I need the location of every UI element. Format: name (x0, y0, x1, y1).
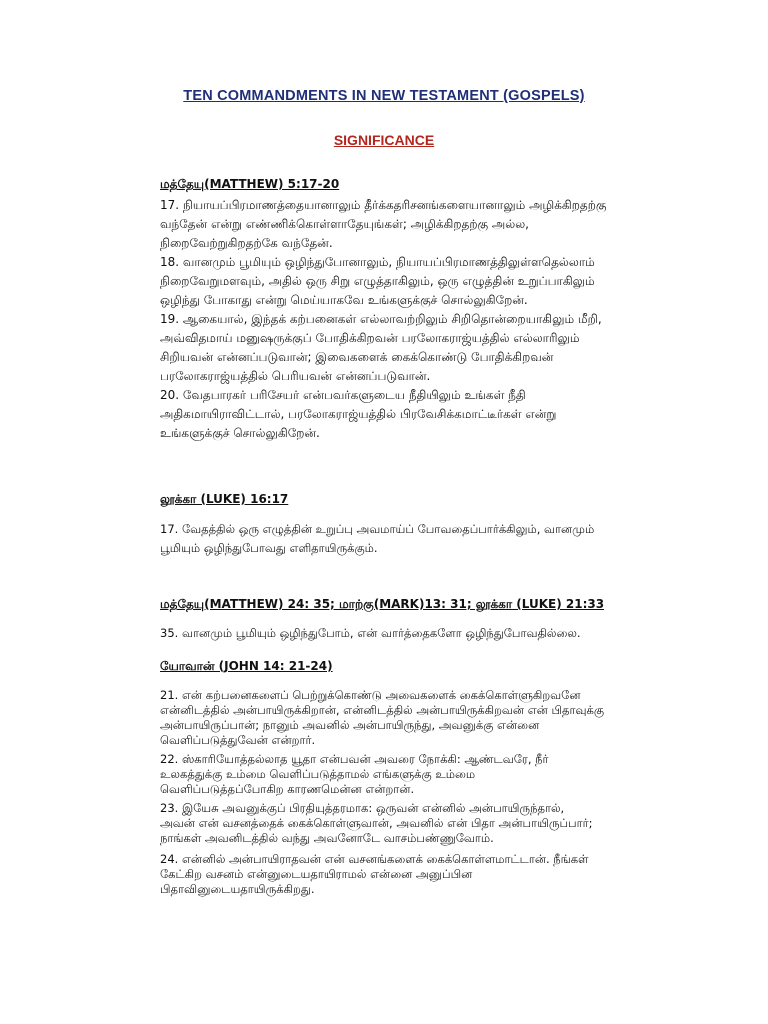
text-line: பிதாவினுடையதாயிருக்கிறது. (160, 882, 315, 896)
text-line: 17. வேதத்தில் ஒரு எழுத்தின் உறுப்பு அவமாய்ப் போவதைப்பார்க்கிலும், வானமும் (160, 522, 595, 536)
verse-john-14-21 (160, 688, 660, 748)
document-subtitle: SIGNIFICANCE (333, 132, 435, 148)
section-body-matthew-24 (160, 624, 660, 643)
section-heading-matthew-5: மத்தேயு(MATTHEW) 5:17-20 (160, 177, 340, 191)
text-line: 35. வானமும் பூமியும் ஒழிந்துபோம், என் வார்த்தைகளோ ஒழிந்துபோவதில்லை. (160, 626, 581, 640)
section-body-matthew-5 (160, 196, 660, 443)
text-line: வந்தேன் என்று எண்ணிக்கொள்ளாதேயுங்கள்; அழிக்கிறதற்கு அல்ல, (160, 217, 529, 231)
text-line: வெளிப்படுத்துவேன் என்றார். (160, 733, 316, 747)
text-line: என்னிடத்தில் அன்பாயிருக்கிறான், என்னிடத்தில் அன்பாயிருக்கிறவன் என் பிதாவுக்கு (160, 703, 604, 717)
text-line: 21. என் கற்பனைகளைப் பெற்றுக்கொண்டு அவைகளைக் கைக்கொள்ளுகிறவனே (160, 688, 581, 702)
text-line: சிறியவன் என்னப்படுவான்; இவைகளைக் கைக்கொண்டு போதிக்கிறவன் (160, 350, 554, 364)
text-line: கேட்கிற வசனம் என்னுடையதாயிராமல் என்னை அனுப்பின (160, 867, 473, 881)
text-line: நிறைவேறுமளவும், அதில் ஒரு சிறு எழுத்தாகிலும், ஒரு எழுத்தின் உறுப்பாகிலும் (160, 274, 595, 288)
verse-john-14-23 (160, 801, 660, 846)
verse-john-14-22 (160, 752, 660, 797)
text-line: அவ்விதமாய் மனுஷருக்குப் போதிக்கிறவன் பரலோகராஜ்யத்தில் எல்லாரிலும் (160, 331, 580, 345)
text-line: நிறைவேற்றுகிறதற்கே வந்தேன். (160, 236, 333, 250)
text-line: 20. வேதபாரகர் பரிசேயர் என்பவர்களுடைய நீதியிலும் உங்கள் நீதி (160, 388, 526, 402)
text-line: 23. இயேசு அவனுக்குப் பிரதியுத்தரமாக: ஒருவன் என்னில் அன்பாயிருந்தால், (160, 801, 565, 815)
text-line: அதிகமாயிராவிட்டால், பரலோகராஜ்யத்தில் பிரவேசிக்கமாட்டீர்கள் என்று (160, 407, 557, 421)
text-line: உங்களுக்குச் சொல்லுகிறேன். (160, 426, 320, 440)
verse-john-14-24 (160, 852, 660, 897)
text-line: 22. ஸ்காரியோத்தல்லாத யூதா என்பவன் அவரை நோக்கி: ஆண்டவரே, நீர் (160, 752, 549, 766)
text-line: உலகத்துக்கு உம்மை வெளிப்படுத்தாமல் எங்களுக்கு உம்மை (160, 767, 476, 781)
text-line: நாங்கள் அவனிடத்தில் வந்து அவனோடே வாசம்பண்ணுவோம். (160, 831, 494, 845)
section-body-luke-16 (160, 520, 660, 558)
text-line: பூமியும் ஒழிந்துபோவது எளிதாயிருக்கும். (160, 541, 378, 555)
document-title: TEN COMMANDMENTS IN NEW TESTAMENT (GOSPELS) (183, 88, 585, 104)
text-line: அவன் என் வசனத்தைக் கைக்கொள்ளுவான், அவனில் என் பிதா அன்பாயிருப்பார்; (160, 816, 593, 830)
text-line: 24. என்னில் அன்பாயிராதவன் என் வசனங்களைக் கைக்கொள்ளமாட்டான். நீங்கள் (160, 852, 589, 866)
text-line: 18. வானமும் பூமியும் ஒழிந்துபோனாலும், நியாயப்பிரமாணத்திலுள்ளதெல்லாம் (160, 255, 595, 269)
section-heading-john-14: யோவான் (JOHN 14: 21-24) (160, 659, 333, 673)
text-line: 17. நியாயப்பிரமாணத்தையானாலும் தீர்க்கதரிசனங்களையானாலும் அழிக்கிறதற்கு (160, 198, 607, 212)
text-line: வெளிப்படுத்தப்போகிற காரணமென்ன என்றான். (160, 782, 415, 796)
section-heading-luke-16: லூக்கா (LUKE) 16:17 (160, 492, 289, 506)
text-line: பரலோகராஜ்யத்தில் பெரியவன் என்னப்படுவான். (160, 369, 431, 383)
section-heading-matthew-24: மத்தேயு(MATTHEW) 24: 35; மாற்கு(MARK)13: 31; லூக்கா (LUKE) 21:33 (160, 597, 605, 611)
text-line: 19. ஆகையால், இந்தக் கற்பனைகள் எல்லாவற்றிலும் சிறிதொன்றையாகிலும் மீறி, (160, 312, 602, 326)
text-line: ஒழிந்து போகாது என்று மெய்யாகவே உங்களுக்குச் சொல்லுகிறேன். (160, 293, 528, 307)
text-line: அன்பாயிருப்பான்; நானும் அவனில் அன்பாயிருந்து, அவனுக்கு என்னை (160, 718, 540, 732)
